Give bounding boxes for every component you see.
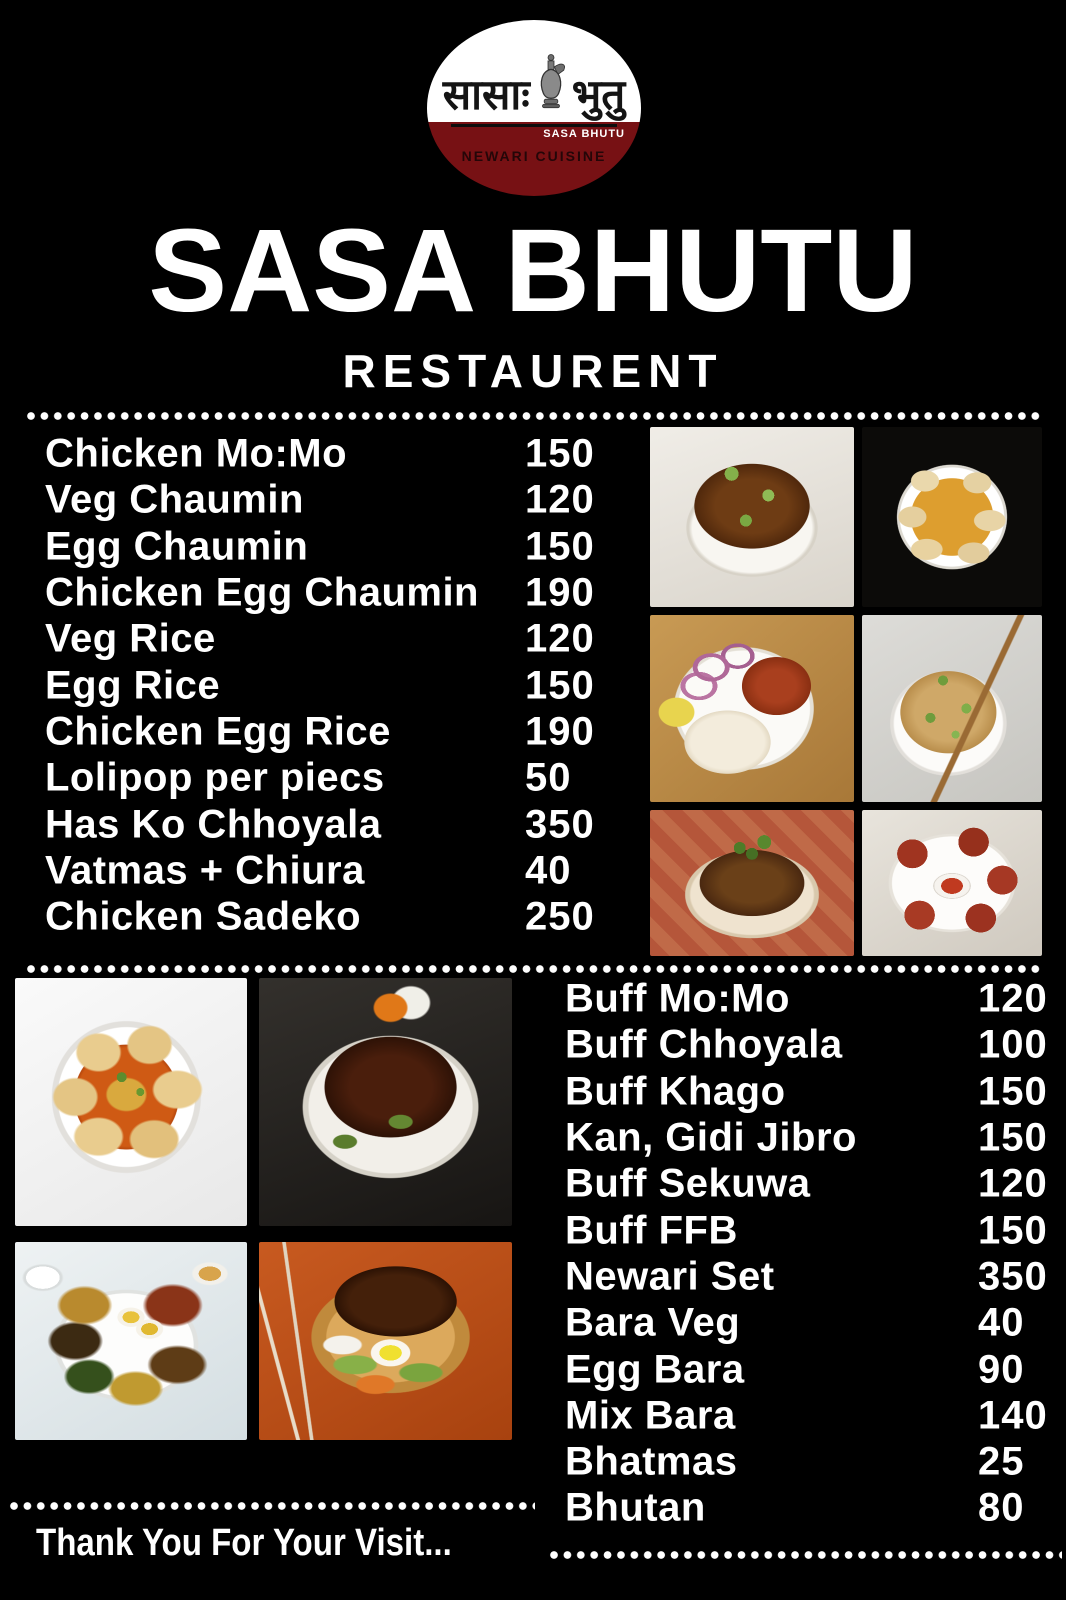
menu-item-row bbox=[565, 1069, 1065, 1115]
dish-name: Chicken Egg Chaumin bbox=[45, 570, 479, 615]
dish-price: 120 bbox=[978, 976, 1048, 1021]
dish-name: Buff Sekuwa bbox=[565, 1161, 811, 1206]
jug-icon bbox=[534, 52, 568, 123]
dish-price: 190 bbox=[525, 709, 595, 754]
menu-item-row bbox=[565, 1393, 1065, 1439]
menu-item-row bbox=[565, 1254, 1065, 1300]
photo-chicken-chaumin bbox=[650, 427, 854, 607]
logo-script-text bbox=[427, 66, 641, 123]
dish-price: 25 bbox=[978, 1439, 1025, 1484]
dish-name: Veg Chaumin bbox=[45, 477, 304, 522]
restaurant-title: SASA BHUTU bbox=[148, 205, 918, 337]
menu-item-row bbox=[45, 524, 620, 570]
dish-price: 150 bbox=[978, 1069, 1048, 1114]
menu-item-row bbox=[45, 709, 620, 755]
photo-buff-sekuwa bbox=[259, 1242, 512, 1440]
dish-name: Buff FFB bbox=[565, 1208, 738, 1253]
menu-item-row bbox=[565, 1439, 1065, 1485]
divider-dotted-bottom-right bbox=[548, 1549, 1062, 1561]
dish-price: 140 bbox=[978, 1393, 1048, 1438]
dish-price: 350 bbox=[525, 802, 595, 847]
photo-newari-khaja-set bbox=[15, 1242, 247, 1440]
thank-you-note: Thank You For Your Visit... bbox=[36, 1522, 452, 1564]
menu-section-buff bbox=[565, 976, 1065, 1532]
dish-price: 350 bbox=[978, 1254, 1048, 1299]
menu-item-row bbox=[565, 1022, 1065, 1068]
dish-name: Buff Mo:Mo bbox=[565, 976, 790, 1021]
menu-item-row bbox=[45, 616, 620, 662]
menu-item-row bbox=[45, 570, 620, 616]
dish-name: Bara Veg bbox=[565, 1300, 741, 1345]
menu-item-row bbox=[45, 894, 620, 940]
dish-price: 100 bbox=[978, 1022, 1048, 1067]
menu-item-row bbox=[45, 801, 620, 847]
menu-item-row bbox=[45, 431, 620, 477]
dish-name: Chicken Mo:Mo bbox=[45, 431, 348, 476]
dish-price: 150 bbox=[525, 524, 595, 569]
menu-item-row bbox=[45, 477, 620, 523]
menu-item-row bbox=[45, 662, 620, 708]
dish-name: Lolipop per piecs bbox=[45, 755, 385, 800]
menu-item-row bbox=[565, 1485, 1065, 1531]
dish-price: 120 bbox=[525, 477, 595, 522]
photo-momo-jhol-bowl bbox=[862, 427, 1042, 607]
divider-dotted-bottom-left bbox=[8, 1500, 535, 1512]
photo-jhol-momo bbox=[15, 978, 247, 1226]
dish-name: Chicken Sadeko bbox=[45, 894, 362, 939]
dish-name: Chicken Egg Rice bbox=[45, 709, 391, 754]
photo-fried-rice bbox=[862, 615, 1042, 802]
photo-chicken-rice-set bbox=[650, 615, 854, 802]
dish-name: Bhutan bbox=[565, 1485, 706, 1530]
dish-name: Egg Rice bbox=[45, 663, 221, 708]
dish-price: 50 bbox=[525, 755, 572, 800]
dish-name: Newari Set bbox=[565, 1254, 775, 1299]
logo-name-text: SASA BHUTU bbox=[543, 128, 625, 140]
food-gallery-top bbox=[650, 427, 1042, 958]
dish-name: Vatmas + Chiura bbox=[45, 848, 365, 893]
logo-subtitle-text: NEWARI CUISINE bbox=[461, 148, 607, 164]
dish-name: Bhatmas bbox=[565, 1439, 738, 1484]
dish-name: Buff Chhoyala bbox=[565, 1022, 843, 1067]
photo-choyala bbox=[650, 810, 854, 956]
dish-price: 40 bbox=[978, 1300, 1025, 1345]
logo-script-left: सासाः bbox=[442, 70, 530, 118]
dish-name: Egg Bara bbox=[565, 1347, 745, 1392]
dish-name: Mix Bara bbox=[565, 1393, 736, 1438]
photo-chicken-lollipop bbox=[862, 810, 1042, 956]
dish-price: 90 bbox=[978, 1347, 1025, 1392]
dish-name: Egg Chaumin bbox=[45, 524, 309, 569]
dish-name: Veg Rice bbox=[45, 616, 216, 661]
menu-item-row bbox=[565, 1346, 1065, 1392]
dish-price: 120 bbox=[525, 616, 595, 661]
restaurant-type: RESTAURENT bbox=[342, 345, 724, 397]
dish-price: 150 bbox=[525, 431, 595, 476]
menu-section-main bbox=[45, 431, 620, 940]
dish-price: 150 bbox=[978, 1208, 1048, 1253]
divider-dotted-middle bbox=[25, 963, 1041, 975]
menu-item-row bbox=[565, 976, 1065, 1022]
dish-name: Kan, Gidi Jibro bbox=[565, 1115, 857, 1160]
menu-item-row bbox=[565, 1300, 1065, 1346]
food-gallery-bottom bbox=[15, 978, 512, 1440]
menu-item-row bbox=[45, 848, 620, 894]
dish-price: 190 bbox=[525, 570, 595, 615]
dish-price: 250 bbox=[525, 894, 595, 939]
dish-name: Buff Khago bbox=[565, 1069, 786, 1114]
menu-item-row bbox=[565, 1161, 1065, 1207]
dish-price: 40 bbox=[525, 848, 572, 893]
restaurant-logo bbox=[427, 20, 641, 196]
dish-name: Has Ko Chhoyala bbox=[45, 802, 382, 847]
dish-price: 150 bbox=[978, 1115, 1048, 1160]
menu-item-row bbox=[565, 1207, 1065, 1253]
logo-underline bbox=[451, 124, 618, 127]
dish-price: 80 bbox=[978, 1485, 1025, 1530]
logo-script-right: भुतु bbox=[571, 70, 626, 118]
menu-item-row bbox=[45, 755, 620, 801]
photo-buff-choyala bbox=[259, 978, 512, 1226]
dish-price: 150 bbox=[525, 663, 595, 708]
dish-price: 120 bbox=[978, 1161, 1048, 1206]
divider-dotted-top bbox=[25, 410, 1041, 422]
menu-item-row bbox=[565, 1115, 1065, 1161]
